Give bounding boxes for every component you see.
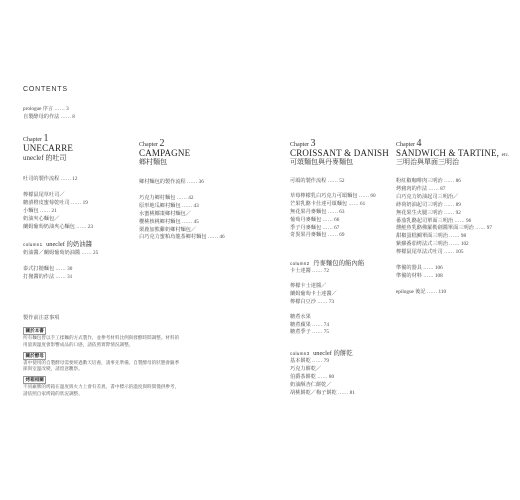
list-item[interactable]: 草莓檸檬乳白巧克力可頌麵包 …… 60 xyxy=(290,192,376,199)
chapter-number: 3 xyxy=(310,138,316,149)
list-item[interactable]: 鄉村麵包的製作流程 …… 36 xyxy=(139,179,204,185)
list-item[interactable]: 葡萄丹麥麵包 …… 66 xyxy=(290,216,340,223)
chapter-title-main: SANDWICH & TARTINE, xyxy=(396,148,500,158)
chapter-3-title: CROISSANT & DANISH xyxy=(290,148,389,158)
list-item[interactable]: 檸檬卡士達醬／ xyxy=(290,282,327,289)
list-item[interactable]: 吐司的製作流程 …… 12 xyxy=(23,176,78,182)
list-item[interactable]: 檸檬鼠尾草法式吐司 …… 105 xyxy=(396,249,464,256)
column-3-title xyxy=(290,348,353,357)
list-item[interactable]: 蘭姆葡萄奶油夾心麵包 …… 23 xyxy=(23,223,94,230)
list-item[interactable]: 自製酵母的作法 …… 8 xyxy=(23,113,75,120)
list-item[interactable]: 奇異果丹麥麵包 …… 69 xyxy=(290,232,345,239)
chapter-word: Chapter xyxy=(139,142,158,148)
notes-badge: 關於酵母 xyxy=(23,352,46,360)
list-item[interactable]: 打拋醬的作法 …… 31 xyxy=(23,273,73,280)
chapter-2-title: CAMPAGNE xyxy=(139,148,191,158)
chapter-1-title: UNECARRE xyxy=(23,143,74,153)
list-item[interactable]: 無花果生火腿三明治 …… 92 xyxy=(396,209,461,216)
chapter-3-column-list xyxy=(290,268,337,337)
column-heading: uneclef 的奶油醬 xyxy=(46,241,93,248)
list-item[interactable]: 伯爵茶餅乾 …… 80 xyxy=(290,373,335,380)
list-item[interactable]: 烤豬肉的作法 …… 87 xyxy=(396,185,446,192)
list-item[interactable]: 白巧克力奶油起司三明治／ xyxy=(396,193,459,200)
chapter-number: 4 xyxy=(416,138,422,149)
list-item[interactable]: 巧克力鄉村麵包 …… 42 xyxy=(139,194,194,201)
chapter-1-list xyxy=(23,176,93,231)
list-item[interactable]: 準備的材料 …… 108 xyxy=(396,272,443,279)
list-item[interactable]: 粉紅椒咖啡肉三明治 …… 86 xyxy=(396,178,461,184)
list-item[interactable]: 奶油醬／蘭姆葡萄奶油醬 …… 25 xyxy=(23,250,99,256)
list-item[interactable]: 奶油酥杏仁餅乾／ xyxy=(290,381,332,388)
list-item[interactable]: 糖漬橙皮蜜莓乾吐司 …… 19 xyxy=(23,199,88,206)
chapter-word: Chapter xyxy=(290,142,309,148)
contents-heading: CONTENTS xyxy=(23,86,68,93)
list-item[interactable]: 糖煮水果 xyxy=(290,313,311,320)
chapter-number: 1 xyxy=(43,133,49,144)
column-tag: column2 xyxy=(290,261,310,266)
list-item[interactable]: 蒔荷奶油起司三明治 …… 89 xyxy=(396,201,461,208)
chapter-2-subtitle: 鄉村麵包 xyxy=(139,158,167,166)
list-item[interactable]: epilogue 後記 …… 110 xyxy=(396,288,447,295)
notes-text: 所有麵包皆以手工揉麵的方式製作，並參考材料比例與發酵時間調整。材料的用量與溫度會影響成品的口感，請依照實際情況調整。 xyxy=(23,335,180,347)
list-item[interactable]: 原形地瓜鄉村麵包 …… 43 xyxy=(139,202,199,209)
list-item[interactable]: 紫蘇番茄烤法式三明治 …… 102 xyxy=(396,241,469,248)
list-item[interactable]: 番茄乳酪起司單面三明治 …… 96 xyxy=(396,217,472,224)
list-item[interactable]: 糖煮季子 …… 75 xyxy=(290,329,329,336)
list-item[interactable]: 燻鮭魚乳酪佛羅勒劍醬單面三明治 …… 97 xyxy=(396,225,492,232)
list-item[interactable]: 檸檬鼠尾草吐司／ xyxy=(23,191,65,198)
list-item[interactable]: 奶油夾心麵包／ xyxy=(23,215,60,222)
list-item[interactable]: 卡士達醬 …… 72 xyxy=(290,268,329,274)
list-item[interactable]: 泰式打拋麵包 …… 30 xyxy=(23,265,73,272)
chapter-3-cookie-list xyxy=(290,358,355,398)
chapter-1-subtitle: uneclef 的吐司 xyxy=(23,154,67,162)
chapter-3-subtitle: 可頌麵包與丹麥麵包 xyxy=(290,158,353,166)
prologue-list xyxy=(23,106,75,122)
chapter-2-list xyxy=(139,179,225,242)
list-item[interactable]: 芒果乳酪卡仕達可頌麵包 …… 61 xyxy=(290,200,366,207)
notes-badge: 烤箱相關 xyxy=(23,376,46,384)
column-1-title xyxy=(23,239,92,248)
column-heading: uneclef 的餅乾 xyxy=(313,350,353,357)
list-item[interactable]: 櫻桃核桃鄉村麵包 …… 45 xyxy=(139,218,199,225)
column-tag: column3 xyxy=(290,351,310,356)
chapter-title-suffix: etc. xyxy=(501,153,510,158)
chapter-4-list xyxy=(396,178,492,297)
list-item[interactable]: 水蜜桃椰棗鄉村麵包／ xyxy=(139,210,191,217)
list-item[interactable]: 準備的器具 …… 106 xyxy=(396,265,443,272)
list-item[interactable]: prologue 序言 …… 3 xyxy=(23,106,69,112)
column-2-title xyxy=(290,258,364,267)
chapter-1-column-list xyxy=(23,250,98,282)
list-item[interactable]: 蘭姆葡萄卡士達醬／ xyxy=(290,290,337,297)
chapter-number: 2 xyxy=(159,138,165,149)
column-heading: 丹麥麵包的餡內餡 xyxy=(313,260,365,267)
list-item[interactable]: 白巧克力蜜粕烏龍茶鄉村麵包 …… 46 xyxy=(139,234,225,241)
list-item[interactable]: 檸檬白豆沙 …… 73 xyxy=(290,298,335,305)
list-item[interactable]: 甜椒蛋糕鯛單面三明治 …… 98 xyxy=(396,233,467,240)
notes-text: 書中使用的自製酵母需要經過數天培養，請事先準備。自製酵母的狀態會隨季節與室溫改變，請留意觀察。 xyxy=(23,359,180,372)
chapter-word: Chapter xyxy=(396,142,415,148)
list-item[interactable]: 胡桃餅乾／梅子餅乾 …… 81 xyxy=(290,389,355,396)
list-item[interactable]: 巧克力餅乾／ xyxy=(290,365,322,372)
notes-badge: 關於本書 xyxy=(23,327,46,335)
list-item[interactable]: 基本餅乾 …… 79 xyxy=(290,358,329,364)
list-item[interactable]: 無花果丹麥麵包 …… 63 xyxy=(290,208,345,215)
chapter-word: Chapter xyxy=(23,137,42,143)
chapter-3-list xyxy=(290,178,376,240)
list-item[interactable]: 季子丹麥麵包 …… 67 xyxy=(290,224,340,231)
list-item[interactable]: 糖煮蘋果 …… 74 xyxy=(290,321,329,328)
notes-text: 不同廠牌的烤箱在溫度與火力上會有差異，書中標示的溫度與時間僅供參考，請依照自家烤箱的狀況調整。 xyxy=(23,384,180,396)
chapter-4-subtitle: 三明治與單面三明治 xyxy=(396,158,459,166)
list-item[interactable]: 栗鹿加熊雞奶鄉村麵包／ xyxy=(139,226,197,233)
column-tag: column1 xyxy=(23,242,43,247)
notes-title: 製作前注意事項 xyxy=(23,315,60,321)
notes-block xyxy=(23,324,183,398)
list-item[interactable]: 可頌的製作流程 …… 52 xyxy=(290,178,345,184)
list-item[interactable]: 小麵包 …… 21 xyxy=(23,207,57,214)
